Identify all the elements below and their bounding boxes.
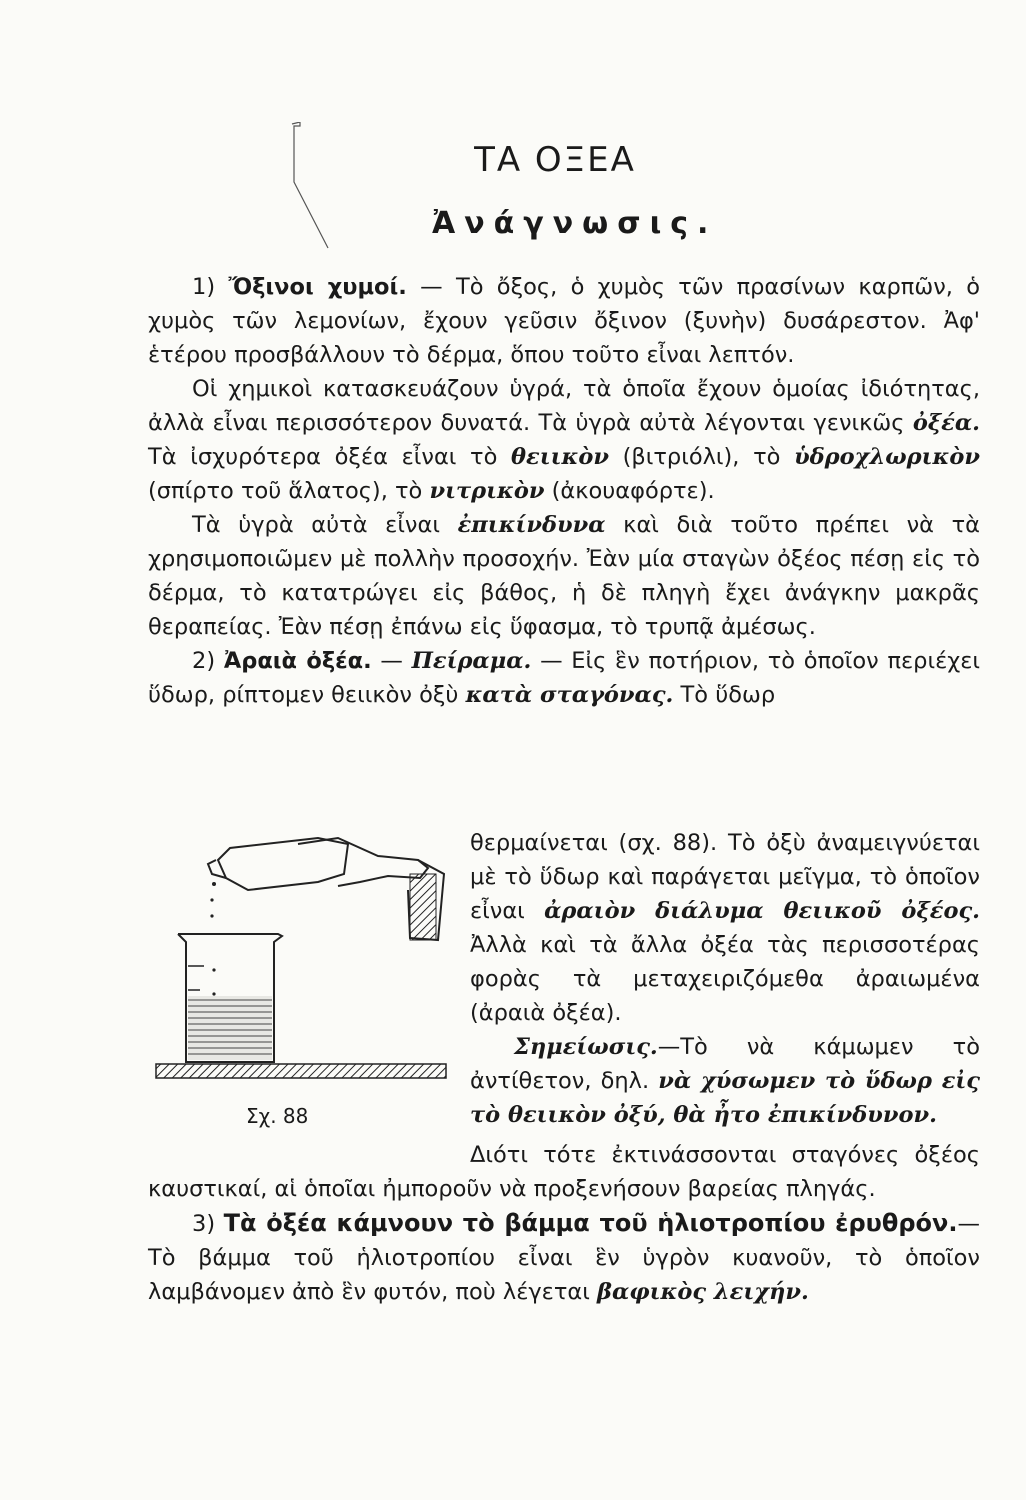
term-oxea: ὀξέα. xyxy=(912,410,980,436)
section-1-heading: Ὄξινοι χυμοί. xyxy=(228,274,407,300)
note-dash: — xyxy=(657,1034,681,1060)
para2-text-b: Τὰ ἰσχυρότερα ὀξέα εἶναι τὸ xyxy=(148,444,512,470)
note-continuation: Διότι τότε ἐκτινάσσονται σταγόνες ὀξέος καυστικαί, αἱ ὁποῖαι ἠμποροῦν νὰ προξενήσουν βαρείας πληγάς. xyxy=(148,1142,980,1202)
para2-text-e: (ἀκουαφόρτε). xyxy=(544,478,715,504)
term-ydrochlorikon: ὑδροχλωρικὸν xyxy=(794,444,980,470)
term-theikon: θειικὸν xyxy=(511,444,609,470)
para2-text-d: (σπίρτο τοῦ ἅλατος), τὸ xyxy=(148,478,430,504)
term-bafikos-leichin: βαφικὸς λειχήν. xyxy=(597,1279,809,1305)
para2-text-c: (βιτριόλι), τὸ xyxy=(608,444,795,470)
term-epikindyna: ἐπικίνδυνα xyxy=(457,512,606,538)
note-warning: νὰ χύσωμεν τὸ ὕδωρ εἰς τὸ θειικὸν ὀξύ, θὰ ἦτο ἐπικίνδυνον. xyxy=(470,1068,980,1128)
section-3-heading: Τὰ ὀξέα κάμνουν τὸ βάμμα τοῦ ἡλιοτροπίου ἐρυθρόν. xyxy=(223,1209,958,1237)
term-nitrikon: νιτρικὸν xyxy=(429,478,545,504)
page-title: ΤΑ ΟΞΕΑ xyxy=(474,140,636,180)
section-2-number: 2) xyxy=(192,648,216,674)
wrapped-text-column xyxy=(470,826,980,1132)
note-paragraph xyxy=(470,1030,980,1132)
beaker-liquid xyxy=(188,996,272,1060)
section-3-text: Τὸ βάμμα τοῦ ἡλιοτροπίου εἶναι ἓν ὑγρὸν κυανοῦν, τὸ ὁποῖον λαμβάνομεν ἀπὸ ἓν φυτόν, ποὺ λέγεται xyxy=(148,1245,980,1305)
term-peirama: Πείραμα. xyxy=(411,648,532,674)
lower-text-block xyxy=(148,1138,980,1309)
paragraph-2 xyxy=(148,372,980,508)
section-1-number: 1) xyxy=(192,274,216,300)
section-1-paragraph xyxy=(148,270,980,372)
wrapped-paragraph-1 xyxy=(470,826,980,1030)
section-2-heading: Ἀραιὰ ὀξέα. xyxy=(223,648,372,674)
term-araion-dialyma: ἀραιὸν διάλυμα θειικοῦ ὀξέος. xyxy=(544,898,980,924)
paragraph-3 xyxy=(148,508,980,644)
figure-88-caption: Σχ. 88 xyxy=(246,1104,309,1128)
section-3-dash: — xyxy=(957,1211,980,1237)
acid-bottle xyxy=(208,838,348,890)
term-simeiosis: Σημείωσις. xyxy=(514,1034,658,1060)
section-2-text-b: Τὸ ὕδωρ xyxy=(673,682,776,708)
note-text: Τὸ νὰ κάμωμεν τὸ ἀντίθετον, δηλ. xyxy=(470,1034,980,1094)
section-2-text-a: Εἰς ἓν ποτήριον, τὸ ὁποῖον περιέχει ὕδωρ, ρίπτομεν θειικὸν ὀξὺ xyxy=(148,648,981,708)
term-kata-stagonas: κατὰ σταγόνας. xyxy=(465,682,674,708)
acid-drops xyxy=(210,882,216,996)
figure-88-beaker-illustration xyxy=(148,830,458,1090)
table-base xyxy=(156,1064,446,1078)
para3-text-a: Τὰ ὑγρὰ αὐτὰ εἶναι xyxy=(192,512,458,538)
main-text-block xyxy=(148,270,980,712)
section-3-paragraph xyxy=(148,1206,980,1309)
para2-text-a: Οἱ χημικοὶ κατασκευάζουν ὑγρά, τὰ ὁποῖα ἔχουν ὁμοίας ἰδιότητας, ἀλλὰ εἶναι περισσότερον δυνατά. Τὰ ὑγρὰ αὐτὰ λέγονται γενικῶς xyxy=(148,376,980,436)
para3-text-b: καὶ διὰ τοῦτο πρέπει νὰ τὰ χρησιμοποιῶμεν μὲ πολλὴν προσοχήν. Ἐὰν μία σταγὼν ὀξέος πέσῃ εἰς τὸ δέρμα, τὸ κατατρώγει εἰς βάθος, ἡ δὲ πληγὴ ἔχει ἀνάγκην μακρᾶς θεραπείας. Ἐὰν πέσῃ ἐπάνω εἰς ὕφασμα, τὸ τρυπᾷ ἀμέσως. xyxy=(148,512,981,640)
section-2-paragraph xyxy=(148,644,980,712)
wrap-text-b: Ἀλλὰ καὶ τὰ ἄλλα ὀξέα τὰς περισσοτέρας φορὰς τὰ μεταχειριζόμεθα ἀραιωμένα (ἀραιὰ ὀξέα). xyxy=(470,932,980,1026)
cuff xyxy=(410,874,436,940)
section-2-dash-2: — xyxy=(531,648,572,674)
section-1-text: Τὸ ὄξος, ὁ χυμὸς τῶν πρασίνων καρπῶν, ὁ χυμὸς τῶν λεμονίων, ἔχουν γεῦσιν ὄξινον (ξυνὴν) δυσάρεστον. Ἀφ' ἑτέρου προσβάλλουν τὸ δέρμα, ὅπου τοῦτο εἶναι λεπτόν. xyxy=(148,274,981,368)
section-1-dash: — xyxy=(406,274,456,300)
section-3-number: 3) xyxy=(192,1211,216,1237)
page-subtitle: Ἀνάγνωσις. xyxy=(432,206,718,241)
wrap-text-a: θερμαίνεται (σχ. 88). Τὸ ὀξὺ ἀναμειγνύεται μὲ τὸ ὕδωρ καὶ παράγεται μεῖγμα, τὸ ὁποῖον εἶναι xyxy=(470,830,980,924)
section-2-dash-1: — xyxy=(371,648,412,674)
